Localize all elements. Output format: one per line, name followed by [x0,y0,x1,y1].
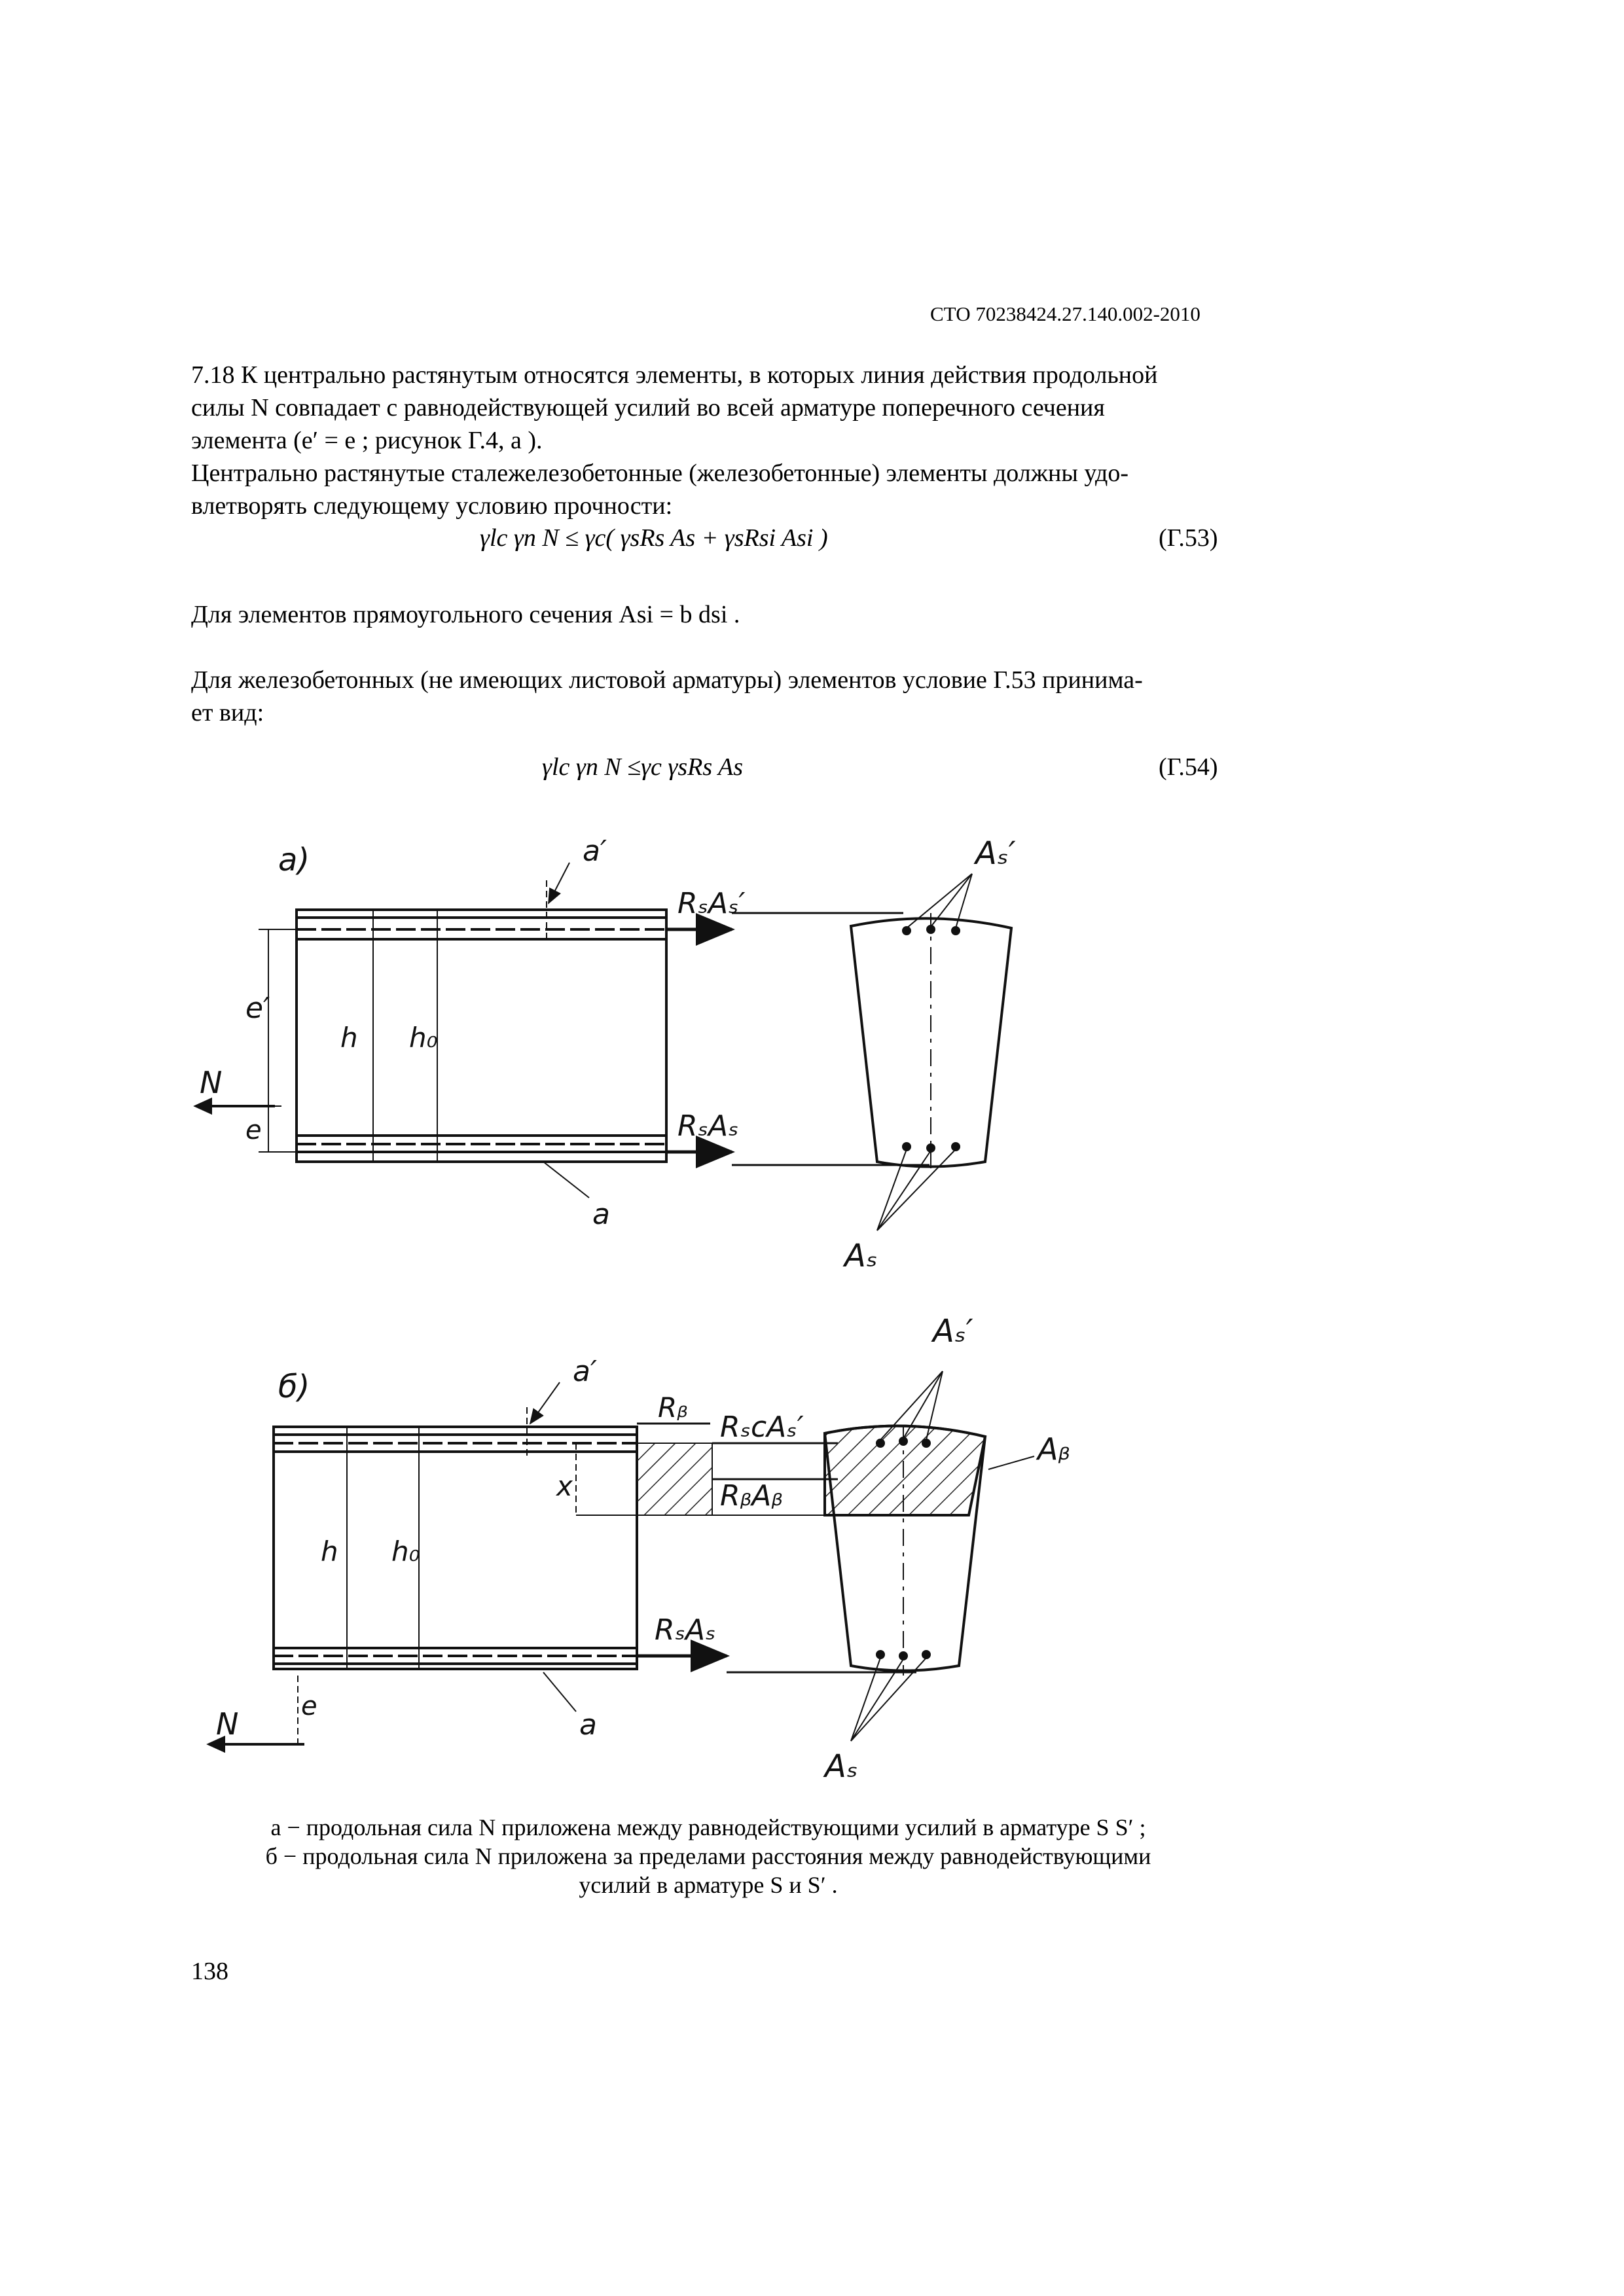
panel-b-label: б) [278,1369,310,1405]
label-N: N [216,1706,239,1742]
panel-a [196,842,1011,1230]
panel-b-labels [216,1313,1070,1785]
paragraph-line: элемента (e′ = e ; рисунок Г.4, а ). [191,427,543,454]
label-a-bottom: a [579,1708,597,1742]
label-As: Aₛ [844,1238,878,1274]
label-force-bottom: RₛAₛ [677,1109,739,1143]
paragraph-line: влетворять следующему условию прочности: [191,492,673,520]
formula-g54-number: (Г.54) [1159,753,1218,781]
document-code-header: СТО 70238424.27.140.002-2010 [930,302,1200,325]
label-a-prime-top: a′ [573,1355,597,1388]
formula-g53: γlc γn N ≤ γc( γsRs As + γsRsi Asi ) [480,524,828,552]
label-force-sc: RₛcAₛ′ [720,1410,804,1444]
label-N: N [200,1065,223,1100]
formula-g53-number: (Г.53) [1159,524,1218,552]
paragraph-line: ет вид: [191,699,264,726]
paragraph-line: 7.18 К центрально растянутым относятся элементы, в которых линия действия продольной [191,361,1158,389]
label-h0: h₀ [409,1022,438,1054]
label-As: Aₛ [825,1748,858,1785]
label-e: e [245,1115,262,1145]
label-x: x [556,1470,573,1502]
label-h: h [340,1022,358,1054]
label-Ab: Aᵦ [1038,1431,1070,1467]
label-h0: h₀ [391,1535,420,1568]
label-a-prime-top: a′ [583,834,607,868]
label-Rb: Rᵦ [658,1391,689,1424]
paragraph-line: силы N совпадает с равнодействующей усилий во всей арматуре поперечного сечения [191,394,1105,422]
label-As-prime: Aₛ′ [975,835,1016,872]
label-a-bottom: a [592,1198,610,1231]
label-As-prime: Aₛ′ [933,1313,973,1350]
formula-g54: γlc γn N ≤γc γsRs As [542,753,743,781]
panel-a-labels [200,834,1016,1274]
caption-line: а − продольная сила N приложена между равнодействующими усилий в арматуре S S′ ; [270,1814,1146,1840]
caption-line: б − продольная сила N приложена за пределами расстояния между равнодействующими [265,1843,1151,1869]
label-h: h [321,1535,338,1568]
label-force-b: RᵦAᵦ [720,1479,784,1513]
label-force-top: RₛAₛ′ [677,887,746,920]
label-force-bottom: RₛAₛ [655,1613,716,1647]
label-e-prime: e′ [245,992,270,1025]
caption-line: усилий в арматуре S и S′ . [579,1872,838,1898]
page-number: 138 [191,1958,228,1985]
paragraph-line: Для железобетонных (не имеющих листовой арматуры) элементов условие Г.53 принима- [191,666,1143,694]
panel-a-label: а) [278,842,310,878]
paragraph-line: Центрально растянутые сталежелезобетонные (железобетонные) элементы должны удо- [191,459,1128,487]
figure-caption [191,1813,1225,1899]
label-e: e [301,1691,317,1721]
paragraph-rectangular-section: Для элементов прямоугольного сечения Asi = b dsi . [191,601,740,628]
